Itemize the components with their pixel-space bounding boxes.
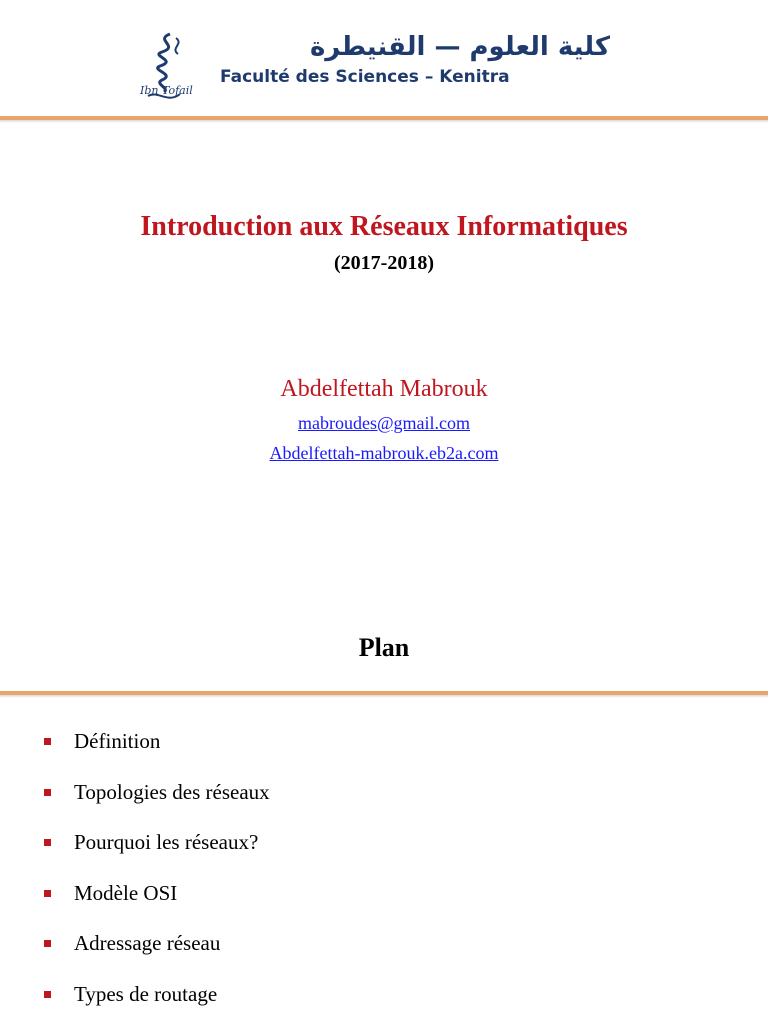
author-email-link[interactable]: mabroudes@gmail.com	[0, 412, 768, 434]
list-item	[44, 930, 270, 981]
slide-title: Introduction aux Réseaux Informatiques	[0, 210, 768, 244]
list-item	[44, 728, 270, 779]
square-bullet-icon	[44, 789, 51, 796]
plan-item-text: Topologies des réseaux	[74, 779, 270, 805]
author-name: Abdelfettah Mabrouk	[0, 374, 768, 404]
plan-item-text: Définition	[74, 728, 160, 754]
plan-item-text: Adressage réseau	[74, 930, 220, 956]
plan-item-text: Modèle OSI	[74, 880, 177, 906]
faculty-french-name: Faculté des Sciences – Kenitra	[220, 66, 510, 88]
plan-divider-shadow	[0, 695, 768, 698]
academic-year: (2017-2018)	[0, 250, 768, 276]
list-item	[44, 880, 270, 931]
header-divider-shadow	[0, 120, 768, 123]
list-item	[44, 779, 270, 830]
square-bullet-icon	[44, 940, 51, 947]
list-item	[44, 829, 270, 880]
faculty-logo	[130, 30, 640, 110]
plan-item-text: Pourquoi les réseaux?	[74, 829, 258, 855]
ibn-tofail-signature: Ibn Tofail	[140, 84, 193, 97]
square-bullet-icon	[44, 839, 51, 846]
list-item	[44, 981, 270, 1031]
plan-list	[44, 728, 270, 1031]
square-bullet-icon	[44, 890, 51, 897]
square-bullet-icon	[44, 738, 51, 745]
author-website-link[interactable]: Abdelfettah-mabrouk.eb2a.com	[0, 442, 768, 464]
square-bullet-icon	[44, 991, 51, 998]
plan-title: Plan	[0, 632, 768, 664]
faculty-arabic-name: كلية العلوم — القنيطرة	[250, 30, 610, 64]
plan-item-text: Types de routage	[74, 981, 217, 1007]
